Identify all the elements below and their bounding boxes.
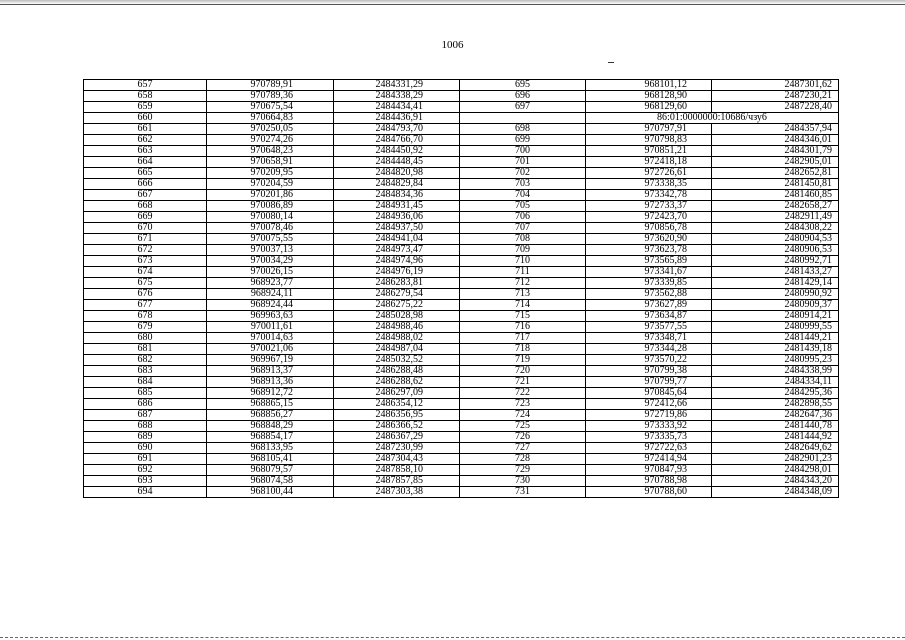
coordinates-table <box>83 79 839 498</box>
x-coordinate-cell: 968074,58 <box>207 476 334 487</box>
x-coordinate-cell: 970250,05 <box>207 124 334 135</box>
x-coordinate-cell: 968101,12 <box>586 80 712 91</box>
y-coordinate-cell: 2480904,53 <box>712 234 839 245</box>
y-coordinate-cell: 2486366,52 <box>334 421 460 432</box>
point-number-cell: 698 <box>460 124 586 135</box>
point-number-cell: 665 <box>84 168 207 179</box>
point-number-cell: 711 <box>460 267 586 278</box>
x-coordinate-cell: 968923,77 <box>207 278 334 289</box>
y-coordinate-cell: 2487857,85 <box>334 476 460 487</box>
point-number-cell: 704 <box>460 190 586 201</box>
x-coordinate-cell: 973634,87 <box>586 311 712 322</box>
table-row <box>84 333 839 344</box>
y-coordinate-cell: 2484434,41 <box>334 102 460 113</box>
table-row <box>84 366 839 377</box>
y-coordinate-cell: 2486367,29 <box>334 432 460 443</box>
table-row <box>84 190 839 201</box>
x-coordinate-cell: 973620,90 <box>586 234 712 245</box>
x-coordinate-cell: 968854,17 <box>207 432 334 443</box>
table-row <box>84 487 839 498</box>
y-coordinate-cell: 2487230,99 <box>334 443 460 454</box>
y-coordinate-cell: 2482658,27 <box>712 201 839 212</box>
table-row <box>84 267 839 278</box>
point-number-cell: 672 <box>84 245 207 256</box>
x-coordinate-cell: 969963,63 <box>207 311 334 322</box>
point-number-cell: 701 <box>460 157 586 168</box>
y-coordinate-cell: 2484298,01 <box>712 465 839 476</box>
y-coordinate-cell: 2487303,38 <box>334 487 460 498</box>
point-number-cell: 727 <box>460 443 586 454</box>
y-coordinate-cell: 2484331,29 <box>334 80 460 91</box>
point-number-cell: 679 <box>84 322 207 333</box>
y-coordinate-cell: 2486279,54 <box>334 289 460 300</box>
y-coordinate-cell: 2486354,12 <box>334 399 460 410</box>
y-coordinate-cell: 2482911,49 <box>712 212 839 223</box>
point-number-cell: 702 <box>460 168 586 179</box>
point-number-cell: 725 <box>460 421 586 432</box>
y-coordinate-cell: 2480995,23 <box>712 355 839 366</box>
x-coordinate-cell: 973623,78 <box>586 245 712 256</box>
x-coordinate-cell: 970658,91 <box>207 157 334 168</box>
point-number-cell: 717 <box>460 333 586 344</box>
x-coordinate-cell: 968848,29 <box>207 421 334 432</box>
x-coordinate-cell: 972412,66 <box>586 399 712 410</box>
x-coordinate-cell: 972414,94 <box>586 454 712 465</box>
table-row <box>84 311 839 322</box>
x-coordinate-cell: 970204,59 <box>207 179 334 190</box>
table-row <box>84 212 839 223</box>
point-number-cell: 673 <box>84 256 207 267</box>
y-coordinate-cell: 2481433,27 <box>712 267 839 278</box>
y-coordinate-cell: 2486288,62 <box>334 377 460 388</box>
point-number-cell: 684 <box>84 377 207 388</box>
table-row <box>84 421 839 432</box>
point-number-cell: 713 <box>460 289 586 300</box>
point-number-cell: 728 <box>460 454 586 465</box>
point-number-cell: 669 <box>84 212 207 223</box>
x-coordinate-cell: 973344,28 <box>586 344 712 355</box>
point-number-cell: 723 <box>460 399 586 410</box>
table-row <box>84 344 839 355</box>
x-coordinate-cell: 970014,63 <box>207 333 334 344</box>
point-number-cell: 703 <box>460 179 586 190</box>
x-coordinate-cell: 970789,36 <box>207 91 334 102</box>
point-number-cell: 716 <box>460 322 586 333</box>
point-number-cell: 724 <box>460 410 586 421</box>
x-coordinate-cell: 970798,83 <box>586 135 712 146</box>
point-number-cell: 719 <box>460 355 586 366</box>
point-number-cell: 693 <box>84 476 207 487</box>
x-coordinate-cell: 968924,44 <box>207 300 334 311</box>
point-number-cell: 666 <box>84 179 207 190</box>
x-coordinate-cell: 970664,83 <box>207 113 334 124</box>
x-coordinate-cell: 970201,86 <box>207 190 334 201</box>
table-row <box>84 278 839 289</box>
x-coordinate-cell: 968865,15 <box>207 399 334 410</box>
y-coordinate-cell: 2487304,43 <box>334 454 460 465</box>
y-coordinate-cell: 2484987,04 <box>334 344 460 355</box>
point-number-cell: 721 <box>460 377 586 388</box>
point-number-cell: 675 <box>84 278 207 289</box>
point-number-cell: 674 <box>84 267 207 278</box>
table-row <box>84 443 839 454</box>
point-number-cell: 696 <box>460 91 586 102</box>
table-row <box>84 256 839 267</box>
y-coordinate-cell: 2486283,81 <box>334 278 460 289</box>
y-coordinate-cell: 2484436,91 <box>334 113 460 124</box>
x-coordinate-cell: 973338,35 <box>586 179 712 190</box>
y-coordinate-cell: 2485028,98 <box>334 311 460 322</box>
y-coordinate-cell: 2484936,06 <box>334 212 460 223</box>
x-coordinate-cell: 973565,89 <box>586 256 712 267</box>
y-coordinate-cell: 2480999,55 <box>712 322 839 333</box>
table-row <box>84 289 839 300</box>
y-coordinate-cell: 2484338,99 <box>712 366 839 377</box>
y-coordinate-cell: 2484766,70 <box>334 135 460 146</box>
y-coordinate-cell: 2481460,85 <box>712 190 839 201</box>
y-coordinate-cell: 2481439,18 <box>712 344 839 355</box>
point-number-cell: 699 <box>460 135 586 146</box>
y-coordinate-cell: 2480914,21 <box>712 311 839 322</box>
y-coordinate-cell: 2484829,84 <box>334 179 460 190</box>
y-coordinate-cell: 2484334,11 <box>712 377 839 388</box>
y-coordinate-cell: 2487228,40 <box>712 102 839 113</box>
x-coordinate-cell: 968913,37 <box>207 366 334 377</box>
table-row <box>84 355 839 366</box>
y-coordinate-cell: 2486297,09 <box>334 388 460 399</box>
y-coordinate-cell: 2484931,45 <box>334 201 460 212</box>
table-row <box>84 388 839 399</box>
table-row <box>84 399 839 410</box>
section-label-cell: 86:01:0000000:10686/чзу6 <box>586 113 839 124</box>
point-number-cell: 661 <box>84 124 207 135</box>
y-coordinate-cell: 2484301,79 <box>712 146 839 157</box>
x-coordinate-cell: 970675,54 <box>207 102 334 113</box>
y-coordinate-cell: 2484941,04 <box>334 234 460 245</box>
point-number-cell: 730 <box>460 476 586 487</box>
y-coordinate-cell: 2484308,22 <box>712 223 839 234</box>
table-row <box>84 245 839 256</box>
x-coordinate-cell: 970847,93 <box>586 465 712 476</box>
x-coordinate-cell: 973335,73 <box>586 432 712 443</box>
point-number-cell: 707 <box>460 223 586 234</box>
table-row <box>84 179 839 190</box>
x-coordinate-cell: 970788,60 <box>586 487 712 498</box>
point-number-cell: 714 <box>460 300 586 311</box>
x-coordinate-cell: 970026,15 <box>207 267 334 278</box>
point-number-cell: 692 <box>84 465 207 476</box>
x-coordinate-cell: 969967,19 <box>207 355 334 366</box>
point-number-cell: 706 <box>460 212 586 223</box>
x-coordinate-cell: 973570,22 <box>586 355 712 366</box>
point-number-cell: 680 <box>84 333 207 344</box>
y-coordinate-cell: 2484988,02 <box>334 333 460 344</box>
y-coordinate-cell: 2480906,53 <box>712 245 839 256</box>
x-coordinate-cell: 970209,95 <box>207 168 334 179</box>
y-coordinate-cell: 2484338,29 <box>334 91 460 102</box>
x-coordinate-cell: 968129,60 <box>586 102 712 113</box>
point-number-cell: 664 <box>84 157 207 168</box>
x-coordinate-cell: 972722,63 <box>586 443 712 454</box>
table-row <box>84 168 839 179</box>
x-coordinate-cell: 970080,14 <box>207 212 334 223</box>
x-coordinate-cell: 968912,72 <box>207 388 334 399</box>
x-coordinate-cell: 970086,89 <box>207 201 334 212</box>
x-coordinate-cell: 972423,70 <box>586 212 712 223</box>
table-row <box>84 201 839 212</box>
x-coordinate-cell: 970075,55 <box>207 234 334 245</box>
x-coordinate-cell: 968133,95 <box>207 443 334 454</box>
y-coordinate-cell: 2481444,92 <box>712 432 839 443</box>
y-coordinate-cell: 2482905,01 <box>712 157 839 168</box>
point-number-cell: 667 <box>84 190 207 201</box>
y-coordinate-cell: 2484988,46 <box>334 322 460 333</box>
point-number-cell: 690 <box>84 443 207 454</box>
y-coordinate-cell: 2481429,14 <box>712 278 839 289</box>
x-coordinate-cell: 970799,38 <box>586 366 712 377</box>
table-row <box>84 300 839 311</box>
point-number-cell: 678 <box>84 311 207 322</box>
y-coordinate-cell: 2484834,36 <box>334 190 460 201</box>
y-coordinate-cell: 2481449,21 <box>712 333 839 344</box>
x-coordinate-cell: 970845,64 <box>586 388 712 399</box>
point-number-cell: 708 <box>460 234 586 245</box>
y-coordinate-cell: 2485032,52 <box>334 355 460 366</box>
table-row <box>84 322 839 333</box>
x-coordinate-cell: 970799,77 <box>586 377 712 388</box>
x-coordinate-cell: 970648,23 <box>207 146 334 157</box>
point-number-cell: 677 <box>84 300 207 311</box>
point-number-cell: 662 <box>84 135 207 146</box>
point-number-cell: 685 <box>84 388 207 399</box>
table-row <box>84 234 839 245</box>
point-number-cell: 688 <box>84 421 207 432</box>
x-coordinate-cell: 973577,55 <box>586 322 712 333</box>
y-coordinate-cell: 2480909,37 <box>712 300 839 311</box>
y-coordinate-cell: 2487858,10 <box>334 465 460 476</box>
x-coordinate-cell: 972726,61 <box>586 168 712 179</box>
x-coordinate-cell: 970797,91 <box>586 124 712 135</box>
point-number-cell: 694 <box>84 487 207 498</box>
point-number-cell: 670 <box>84 223 207 234</box>
point-number-cell: 659 <box>84 102 207 113</box>
table-row <box>84 102 839 113</box>
table-row <box>84 135 839 146</box>
y-coordinate-cell: 2484357,94 <box>712 124 839 135</box>
x-coordinate-cell: 968105,41 <box>207 454 334 465</box>
point-number-cell: 712 <box>460 278 586 289</box>
point-number-cell: 731 <box>460 487 586 498</box>
x-coordinate-cell: 970851,21 <box>586 146 712 157</box>
point-number-cell: 715 <box>460 311 586 322</box>
table-row <box>84 124 839 135</box>
y-coordinate-cell: 2482652,81 <box>712 168 839 179</box>
y-coordinate-cell: 2484974,96 <box>334 256 460 267</box>
point-number-cell: 722 <box>460 388 586 399</box>
y-coordinate-cell: 2482901,23 <box>712 454 839 465</box>
coordinates-table-body <box>84 80 839 498</box>
x-coordinate-cell: 970021,06 <box>207 344 334 355</box>
table-row <box>84 223 839 234</box>
x-coordinate-cell: 970788,98 <box>586 476 712 487</box>
table-row <box>84 454 839 465</box>
y-coordinate-cell: 2484346,01 <box>712 135 839 146</box>
stray-dash-mark <box>608 62 614 63</box>
x-coordinate-cell: 972418,18 <box>586 157 712 168</box>
point-number-cell: 726 <box>460 432 586 443</box>
point-number-cell: 683 <box>84 366 207 377</box>
table-row <box>84 476 839 487</box>
point-number-cell: 710 <box>460 256 586 267</box>
point-number-cell: 709 <box>460 245 586 256</box>
x-coordinate-cell: 972719,86 <box>586 410 712 421</box>
point-number-cell: 697 <box>460 102 586 113</box>
x-coordinate-cell: 970789,91 <box>207 80 334 91</box>
x-coordinate-cell: 973341,67 <box>586 267 712 278</box>
y-coordinate-cell: 2484937,50 <box>334 223 460 234</box>
table-row <box>84 157 839 168</box>
table-row <box>84 146 839 157</box>
x-coordinate-cell: 970078,46 <box>207 223 334 234</box>
point-number-cell: 687 <box>84 410 207 421</box>
point-number-cell: 668 <box>84 201 207 212</box>
x-coordinate-cell: 968856,27 <box>207 410 334 421</box>
table-row <box>84 377 839 388</box>
y-coordinate-cell: 2484348,09 <box>712 487 839 498</box>
x-coordinate-cell: 970856,78 <box>586 223 712 234</box>
page-number: 1006 <box>441 39 464 51</box>
point-number-cell: 658 <box>84 91 207 102</box>
x-coordinate-cell: 970011,61 <box>207 322 334 333</box>
y-coordinate-cell: 2481450,81 <box>712 179 839 190</box>
x-coordinate-cell: 972733,37 <box>586 201 712 212</box>
point-number-cell: 686 <box>84 399 207 410</box>
x-coordinate-cell: 968924,11 <box>207 289 334 300</box>
point-number-cell: 700 <box>460 146 586 157</box>
y-coordinate-cell: 2484343,20 <box>712 476 839 487</box>
y-coordinate-cell: 2484976,19 <box>334 267 460 278</box>
y-coordinate-cell: 2482647,36 <box>712 410 839 421</box>
y-coordinate-cell: 2487230,21 <box>712 91 839 102</box>
y-coordinate-cell: 2484973,47 <box>334 245 460 256</box>
x-coordinate-cell: 973562,88 <box>586 289 712 300</box>
x-coordinate-cell: 968913,36 <box>207 377 334 388</box>
table-row <box>84 80 839 91</box>
y-coordinate-cell: 2481440,78 <box>712 421 839 432</box>
empty-cell <box>460 113 586 124</box>
table-row <box>84 410 839 421</box>
point-number-cell: 682 <box>84 355 207 366</box>
x-coordinate-cell: 968128,90 <box>586 91 712 102</box>
point-number-cell: 695 <box>460 80 586 91</box>
scan-bottom-edge <box>0 637 905 638</box>
x-coordinate-cell: 970037,13 <box>207 245 334 256</box>
point-number-cell: 660 <box>84 113 207 124</box>
table-row <box>84 91 839 102</box>
table-row <box>84 465 839 476</box>
y-coordinate-cell: 2484820,98 <box>334 168 460 179</box>
point-number-cell: 729 <box>460 465 586 476</box>
point-number-cell: 691 <box>84 454 207 465</box>
x-coordinate-cell: 973339,85 <box>586 278 712 289</box>
point-number-cell: 676 <box>84 289 207 300</box>
point-number-cell: 681 <box>84 344 207 355</box>
x-coordinate-cell: 973627,89 <box>586 300 712 311</box>
y-coordinate-cell: 2486356,95 <box>334 410 460 421</box>
point-number-cell: 718 <box>460 344 586 355</box>
y-coordinate-cell: 2480992,71 <box>712 256 839 267</box>
point-number-cell: 705 <box>460 201 586 212</box>
y-coordinate-cell: 2486275,22 <box>334 300 460 311</box>
point-number-cell: 671 <box>84 234 207 245</box>
x-coordinate-cell: 970034,29 <box>207 256 334 267</box>
point-number-cell: 720 <box>460 366 586 377</box>
table-row <box>84 113 839 124</box>
table-row <box>84 432 839 443</box>
x-coordinate-cell: 968100,44 <box>207 487 334 498</box>
y-coordinate-cell: 2484295,36 <box>712 388 839 399</box>
point-number-cell: 689 <box>84 432 207 443</box>
x-coordinate-cell: 973342,78 <box>586 190 712 201</box>
scan-top-edge <box>0 0 905 5</box>
point-number-cell: 663 <box>84 146 207 157</box>
x-coordinate-cell: 970274,26 <box>207 135 334 146</box>
y-coordinate-cell: 2484450,92 <box>334 146 460 157</box>
y-coordinate-cell: 2484793,70 <box>334 124 460 135</box>
x-coordinate-cell: 973333,92 <box>586 421 712 432</box>
x-coordinate-cell: 968079,57 <box>207 465 334 476</box>
y-coordinate-cell: 2486288,48 <box>334 366 460 377</box>
point-number-cell: 657 <box>84 80 207 91</box>
y-coordinate-cell: 2484448,45 <box>334 157 460 168</box>
y-coordinate-cell: 2487301,62 <box>712 80 839 91</box>
y-coordinate-cell: 2480990,92 <box>712 289 839 300</box>
x-coordinate-cell: 973348,71 <box>586 333 712 344</box>
y-coordinate-cell: 2482898,55 <box>712 399 839 410</box>
y-coordinate-cell: 2482649,62 <box>712 443 839 454</box>
